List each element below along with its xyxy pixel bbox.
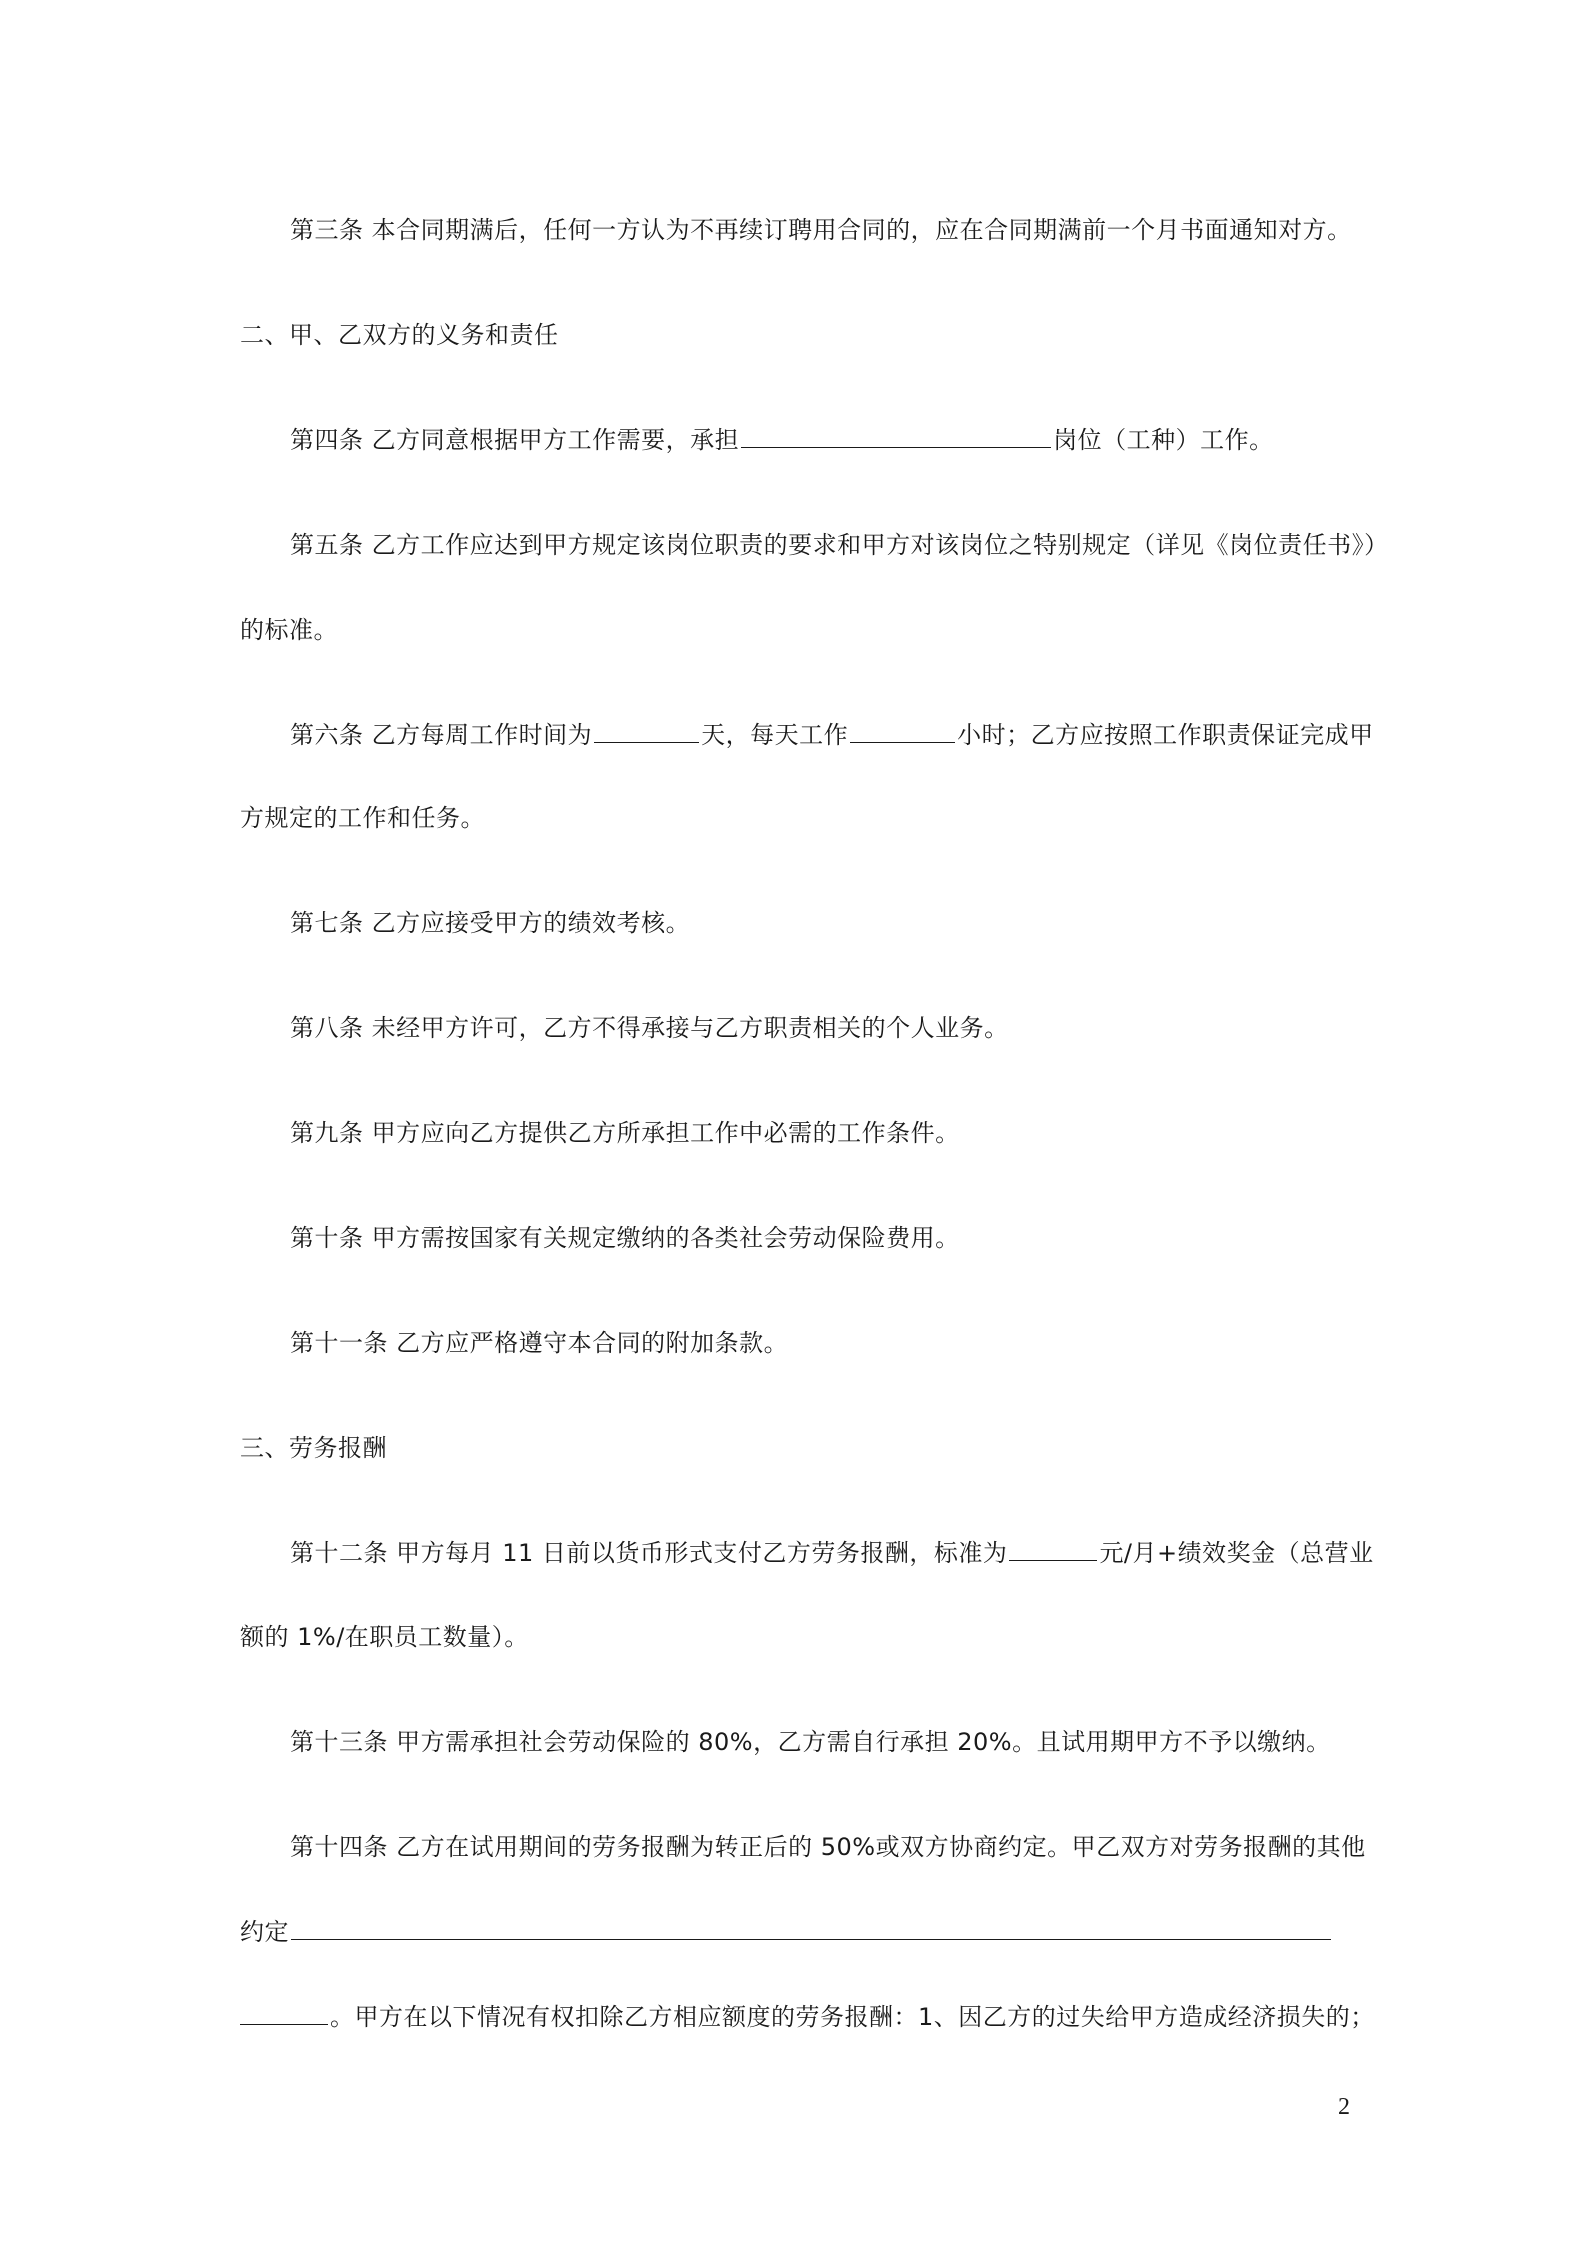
clause-5: 第五条 乙方工作应达到甲方规定该岗位职责的要求和甲方对该岗位之特别规定（详见《岗位责任书》）: [290, 531, 1389, 559]
clause-12: [290, 1533, 1374, 1573]
section-3-heading: 三、劳务报酬: [240, 1434, 387, 1462]
clause-14-text-3: 。甲方在以下情况有权扣除乙方相应额度的劳务报酬：1、因乙方的过失给甲方造成经济损失的；: [330, 2003, 1375, 2031]
clause-8: 第八条 未经甲方许可，乙方不得承接与乙方职责相关的个人业务。: [290, 1014, 1009, 1042]
clause-14: 第十四条 乙方在试用期间的劳务报酬为转正后的 50%或双方协商约定。甲乙双方对劳务报酬的其他: [290, 1833, 1366, 1861]
clause-5-cont: 的标准。: [240, 616, 338, 644]
clause-14-text-2: 约定: [240, 1918, 289, 1946]
clause-12-text-2: 元/月+绩效奖金（总营业: [1099, 1539, 1374, 1567]
position-blank: [741, 421, 1051, 448]
clause-9: 第九条 甲方应向乙方提供乙方所承担工作中必需的工作条件。: [290, 1119, 960, 1147]
clause-4: [290, 420, 1274, 460]
clause-4-text-end: 岗位（工种）工作。: [1053, 426, 1274, 454]
section-2-heading: 二、甲、乙双方的义务和责任: [240, 321, 559, 349]
page-number: 2: [1338, 2094, 1350, 2120]
clause-6-text-3: 小时；乙方应按照工作职责保证完成甲: [957, 721, 1374, 749]
clause-3: 第三条 本合同期满后，任何一方认为不再续订聘用合同的，应在合同期满前一个月书面通知对方。: [290, 216, 1352, 244]
clause-13: 第十三条 甲方需承担社会劳动保险的 80%，乙方需自行承担 20%。且试用期甲方不予以缴纳。: [290, 1728, 1331, 1756]
clause-6-cont: 方规定的工作和任务。: [240, 804, 485, 832]
clause-4-text: 第四条 乙方同意根据甲方工作需要，承担: [290, 426, 740, 454]
clause-6: [290, 715, 1374, 755]
clause-6-text-2: 天，每天工作: [701, 721, 849, 749]
clause-10: 第十条 甲方需按国家有关规定缴纳的各类社会劳动保险费用。: [290, 1224, 960, 1252]
clause-12-cont: 额的 1%/在职员工数量）。: [240, 1623, 529, 1651]
hours-blank: [850, 716, 955, 743]
clause-11: 第十一条 乙方应严格遵守本合同的附加条款。: [290, 1329, 789, 1357]
clause-7: 第七条 乙方应接受甲方的绩效考核。: [290, 909, 691, 937]
days-blank: [594, 716, 699, 743]
clause-6-text: 第六条 乙方每周工作时间为: [290, 721, 593, 749]
clause-12-text: 第十二条 甲方每月 11 日前以货币形式支付乙方劳务报酬，标准为: [290, 1539, 1008, 1567]
other-agreement-blank: [291, 1913, 1331, 1940]
salary-blank: [1009, 1534, 1097, 1561]
clause-14-cont-2: [240, 1997, 1375, 2037]
agreement-blank-end: [240, 1998, 328, 2025]
clause-14-cont: [240, 1912, 1333, 1952]
